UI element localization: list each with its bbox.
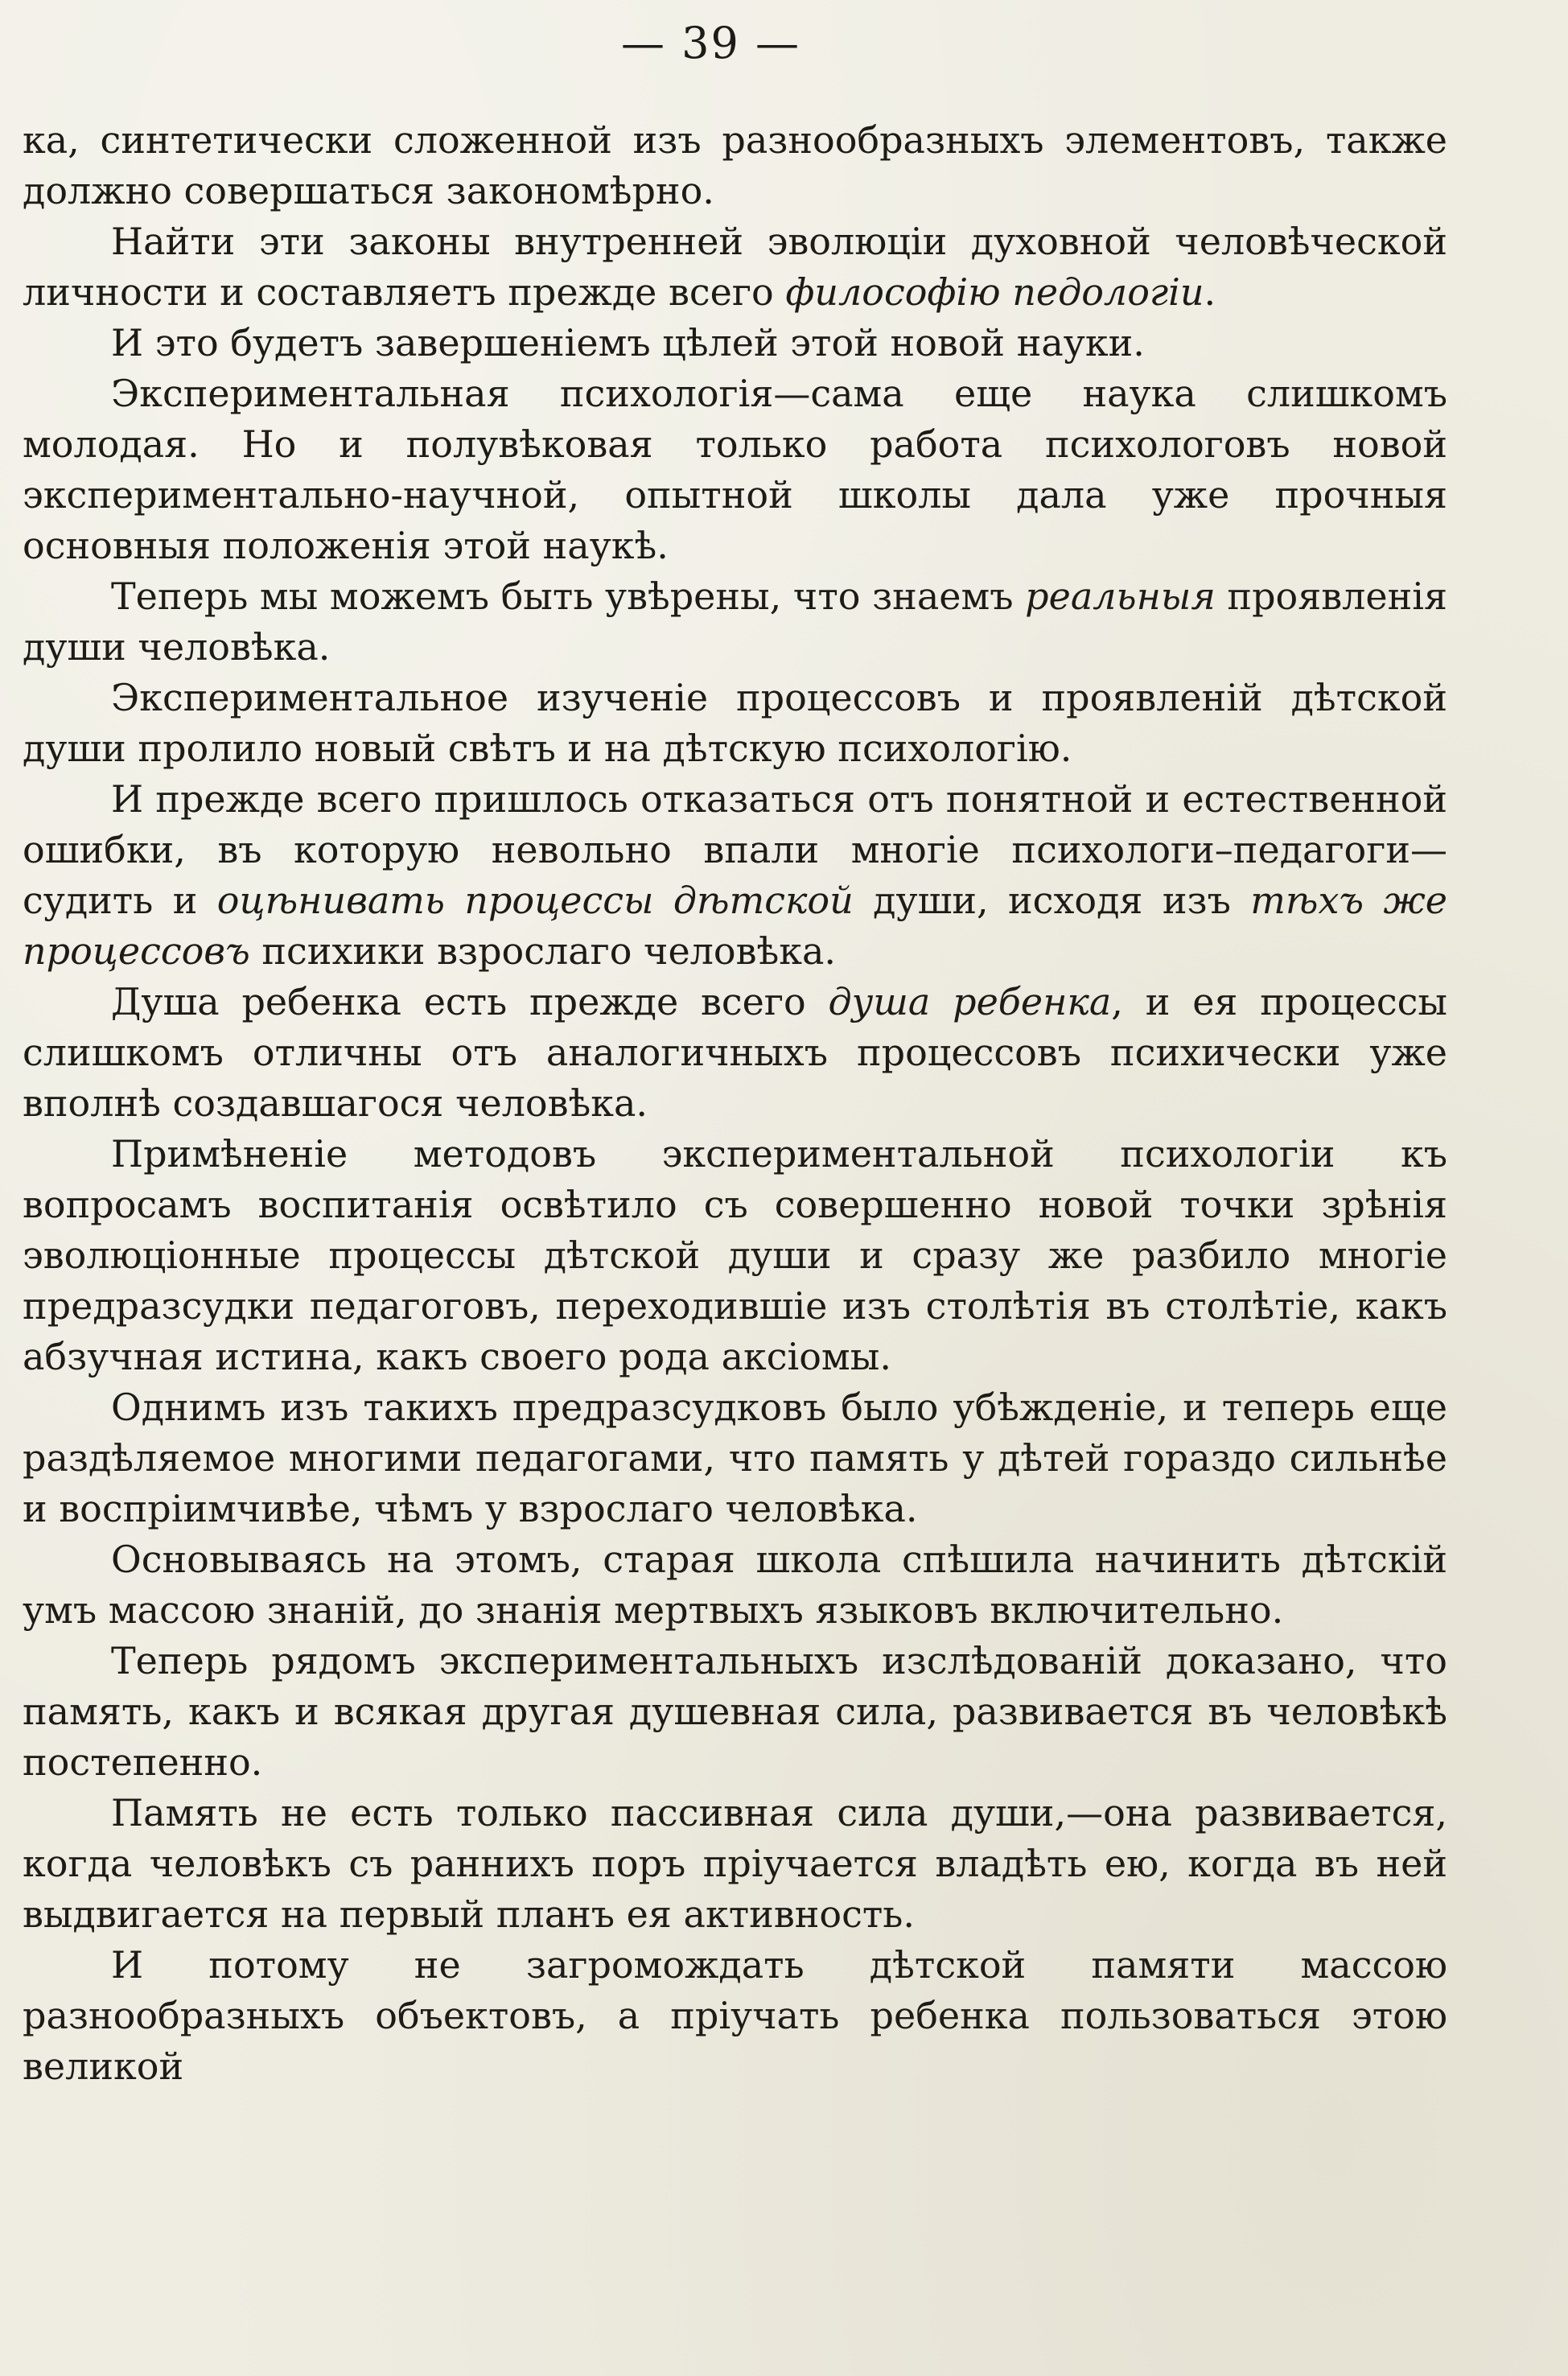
text-run: Основываясь на этомъ, старая школа спѣшила начинить дѣтскій умъ массою знаній, до знанія мертвыхъ языковъ включительно. [23, 1538, 1447, 1632]
text-run: И потому не загромождать дѣтской памяти массою разнообразныхъ объектовъ, а пріучать ребенка пользоваться этою великой [23, 1943, 1447, 2088]
text-run: души, исходя изъ [853, 879, 1251, 922]
paragraph [23, 216, 1447, 318]
paragraph [23, 673, 1447, 774]
page-number: — 39 — [620, 18, 801, 68]
text-run: ка, синтетически сложенной изъ разнообразныхъ элементовъ, также должно совершаться закономѣрно. [23, 118, 1447, 212]
italic-phrase: оцѣнивать процессы дѣтской [216, 879, 854, 922]
text-run: Экспериментальная психологія—сама еще наука слишкомъ молодая. Но и полувѣковая только работа психологовъ новой экспериментально-научной, опытной школы дала уже прочныя основныя положенія этой наукѣ. [23, 372, 1447, 567]
text-run: Душа ребенка есть прежде всего [111, 980, 829, 1023]
paragraph [23, 1382, 1447, 1534]
paragraph [23, 977, 1447, 1129]
italic-phrase: душа ребенка [828, 980, 1112, 1023]
text-run: проявленія души человѣка. [23, 574, 1447, 669]
paragraph [23, 1534, 1447, 1636]
paragraph [23, 1788, 1447, 1940]
text-run: Примѣненіе методовъ экспериментальной психологіи къ вопросамъ воспитанія освѣтило съ совершенно новой точки зрѣнія эволюціонные процессы дѣтской души и сразу же разбило многіе предразсудки педагоговъ, переходившіе изъ столѣтія въ столѣтіе, какъ абзучная истина, какъ своего рода аксіомы. [23, 1132, 1447, 1378]
italic-phrase: реальныя [1025, 574, 1216, 618]
text-run: И это будетъ завершеніемъ цѣлей этой новой науки. [111, 321, 1145, 364]
body-text [23, 115, 1447, 2092]
text-run: . [1204, 270, 1216, 314]
italic-phrase: тѣхъ же процессовъ [23, 879, 1447, 973]
paragraph [23, 1940, 1447, 2092]
paragraph [23, 115, 1447, 216]
text-run: Память не есть только пассивная сила души,—она развивается, когда человѣкъ съ раннихъ поръ пріучается владѣть ею, когда въ ней выдвигается на первый планъ ея активность. [23, 1791, 1447, 1936]
text-run: , и ея процессы слишкомъ отличны отъ аналогичныхъ процессовъ психически уже вполнѣ создавшагося человѣка. [23, 980, 1447, 1125]
paragraph [23, 1129, 1447, 1382]
paragraph [23, 774, 1447, 977]
text-run: Найти эти законы внутренней эволюціи духовной человѣческой личности и составляетъ прежде всего [23, 220, 1447, 314]
text-run: Теперь рядомъ экспериментальныхъ изслѣдованій доказано, что память, какъ и всякая другая душевная сила, развивается въ человѣкѣ постепенно. [23, 1639, 1447, 1784]
paragraph [23, 369, 1447, 571]
text-run: Однимъ изъ такихъ предразсудковъ было убѣжденіе, и теперь еще раздѣляемое многими педагогами, что память у дѣтей гораздо сильнѣе и воспріимчивѣе, чѣмъ у взрослаго человѣка. [23, 1386, 1447, 1530]
text-run: Теперь мы можемъ быть увѣрены, что знаемъ [111, 574, 1026, 618]
paragraph [23, 571, 1447, 673]
text-run: Экспериментальное изученіе процессовъ и проявленій дѣтской души пролило новый свѣтъ и на дѣтскую психологію. [23, 676, 1447, 770]
paragraph [23, 318, 1447, 369]
italic-phrase: философію педологіи [785, 270, 1204, 314]
text-run: психики взрослаго человѣка. [249, 929, 837, 973]
paragraph [23, 1636, 1447, 1788]
text-run: И прежде всего пришлось отказаться отъ понятной и естественной ошибки, въ которую невольно впали многіе психологи–педагоги—судить и [23, 777, 1447, 922]
